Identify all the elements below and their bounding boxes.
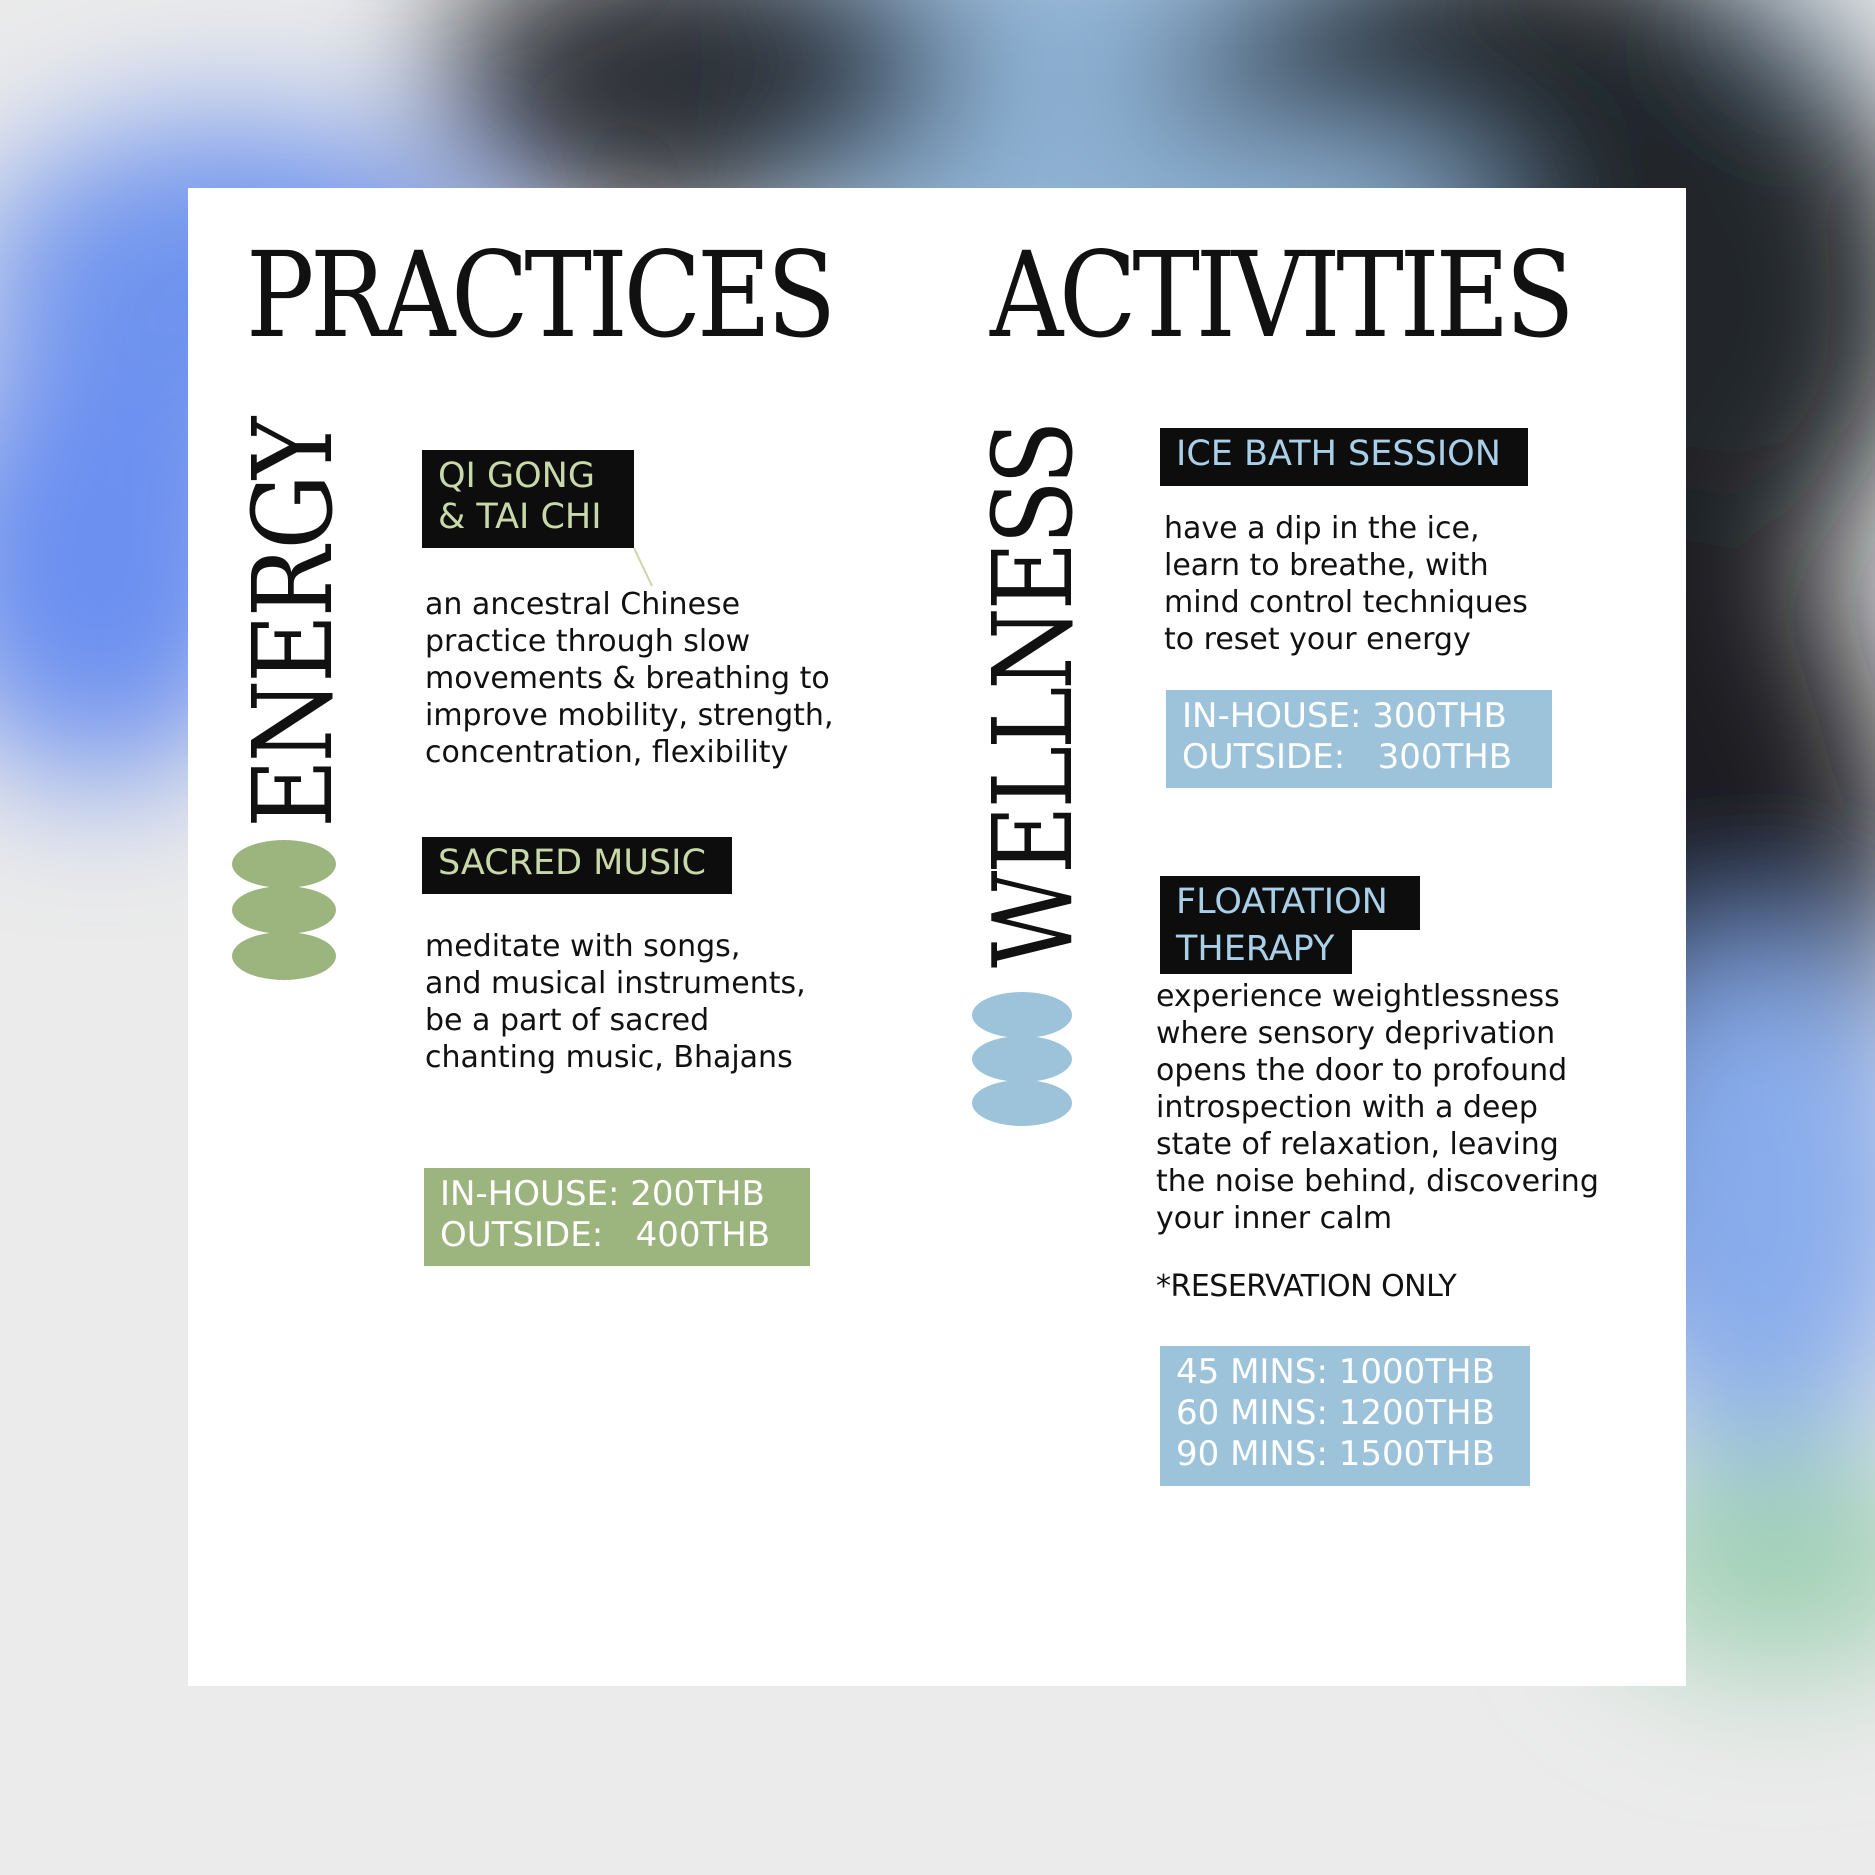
- floatation-price-box: 45 MINS: 1000THB 60 MINS: 1200THB 90 MINS: 1500THB: [1160, 1346, 1530, 1486]
- energy-vertical-title: ENERGY: [229, 420, 357, 828]
- ice-bath-tag: ICE BATH SESSION: [1160, 428, 1528, 486]
- ice-bath-price-box: IN-HOUSE: 300THB OUTSIDE: 300THB: [1166, 690, 1552, 788]
- green-pill: [232, 840, 336, 888]
- floatation-description: experience weightlessness where sensory deprivation opens the door to profound introspection with a deep state of relaxation, leaving the noise behind, discovering your inner calm: [1156, 979, 1599, 1236]
- blue-pill: [972, 1036, 1072, 1082]
- green-pill: [232, 886, 336, 934]
- floatation-tag-line1: FLOATATION: [1160, 876, 1420, 930]
- green-pill: [232, 932, 336, 980]
- qi-gong-description: an ancestral Chinese practice through slow movements & breathing to improve mobility, strength, concentration, flexibility: [425, 587, 834, 770]
- menu-card: [188, 188, 1686, 1686]
- blue-pill: [972, 992, 1072, 1038]
- sacred-music-tag: SACRED MUSIC: [422, 837, 732, 894]
- floatation-tag-line2: THERAPY: [1160, 928, 1352, 974]
- sacred-music-description: meditate with songs, and musical instruments, be a part of sacred chanting music, Bhajans: [425, 929, 806, 1075]
- activities-column: [928, 188, 1686, 1686]
- qi-gong-tag: QI GONG & TAI CHI: [422, 450, 634, 548]
- wellness-vertical-title: WELLNESS: [969, 423, 1097, 968]
- practices-title: PRACTICES: [246, 226, 832, 364]
- practices-column: [188, 188, 928, 1686]
- blue-pill: [972, 1080, 1072, 1126]
- activities-title: ACTIVITIES: [990, 226, 1571, 364]
- reservation-note: *RESERVATION ONLY: [1156, 1269, 1457, 1304]
- ice-bath-description: have a dip in the ice, learn to breathe, with mind control techniques to reset your energy: [1164, 511, 1528, 657]
- practices-price-box: IN-HOUSE: 200THB OUTSIDE: 400THB: [424, 1168, 810, 1266]
